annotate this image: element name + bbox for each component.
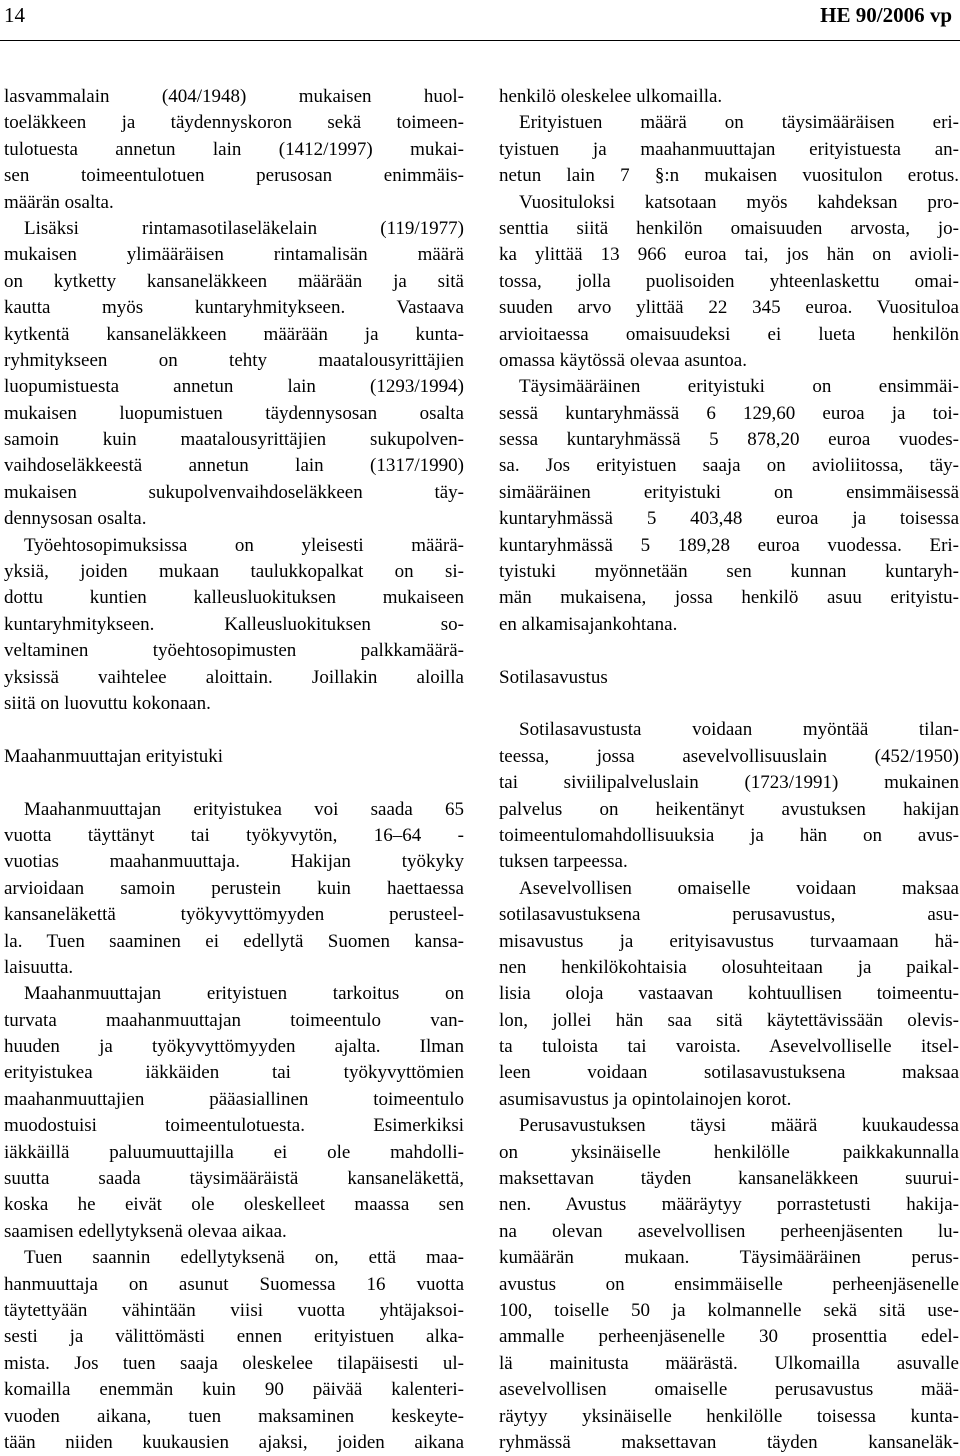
text-line: koska he eivät ole oleskelleet maassa sen — [4, 1194, 464, 1216]
text-line: tään niiden kuukausien ajaksi, joiden aikana — [4, 1431, 464, 1453]
paragraph-gap — [499, 691, 959, 717]
text-line: veltaminen työehtosopimusten palkkamäärä- — [4, 640, 464, 662]
text-line: sen toimeentulotuen perusosan enimmäis- — [4, 165, 464, 187]
text-line: turvata maahanmuuttajan toimeentulo van- — [4, 1009, 464, 1031]
text-line: mukaisen sukupolvenvaihdoseläkkeen täy- — [4, 481, 464, 503]
text-line: kuntaryhmitykseen. Kalleusluokituksen so- — [4, 613, 464, 635]
text-line: la. Tuen saaminen ei edellytä Suomen kansa- — [4, 930, 464, 952]
text-line: mukaisen luopumistuen täydennysosan osalta — [4, 402, 464, 424]
text-line: Perusavustuksen täysi määrä kuukaudessa — [519, 1115, 959, 1137]
text-line: sotilasavustuksena perusavustus, asu- — [499, 904, 959, 926]
text-line: sa. Jos erityistuen saaja on avioliitossa, täy- — [499, 455, 959, 477]
text-line: ka ylittää 13 966 euroa tai, jos hän on avioli- — [499, 244, 959, 266]
text-line: suuden arvo ylittää 22 345 euroa. Vuosituloa — [499, 297, 959, 319]
text-line: tulotuesta annetun lain (1412/1997) mukai- — [4, 138, 464, 160]
right-column — [499, 84, 959, 1456]
text-line: tai siviilipalveluslain (1723/1991) mukainen — [499, 772, 959, 794]
left-column — [4, 84, 464, 1456]
text-line: toimeentulomahdollisuuksia ja hän on avus- — [499, 824, 959, 846]
text-line: lon, jollei hän saa sitä käytettävissään olevis- — [499, 1009, 959, 1031]
text-line: lasvammalain (404/1948) mukaisen huol- — [4, 86, 464, 107]
text-line: kansaneläkettä työkyvyttömyyden perusteel- — [4, 904, 464, 926]
text-line: Maahanmuuttajan erityistuen tarkoitus on — [24, 983, 464, 1005]
text-line: maahanmuuttajien pääasiallinen toimeentulo — [4, 1088, 464, 1110]
text-line: netun lain 7 §:n mukaisen vuositulon erotus. — [499, 165, 959, 187]
text-line: senttia siitä henkilön omaisuuden arvosta, jo- — [499, 217, 959, 239]
text-line: dennysosan osalta. — [4, 508, 147, 530]
text-line: 100, toiselle 50 ja kolmannelle sekä sitä use- — [499, 1299, 959, 1321]
text-line: räytyy yksinäiselle henkilölle toisessa kunta- — [499, 1405, 959, 1427]
text-line: Lisäksi rintamasotilaseläkelain (119/1977) — [24, 217, 464, 239]
text-line: kumäärän mukaan. Täysimääräinen perus- — [499, 1247, 959, 1269]
text-line: Erityistuen määrä on täysimääräisen eri- — [519, 112, 959, 134]
text-line: teessa, jossa asevelvollisuuslain (452/1950) — [499, 745, 959, 767]
text-line: en alkamisajankohtana. — [499, 613, 678, 635]
text-line: tossa, jolla puolisoiden yhteenlaskettu omai- — [499, 270, 959, 292]
text-line: Asevelvollisen omaiselle voidaan maksaa — [519, 877, 959, 899]
text-line: simääräinen erityistuki on ensimmäisessä — [499, 481, 959, 503]
text-line: sessa kuntaryhmässä 5 878,20 euroa vuodes- — [499, 429, 959, 451]
text-line: siitä on luovuttu kokonaan. — [4, 692, 211, 714]
text-line: ta tuloista tai varoista. Asevelvolliselle itsel- — [499, 1036, 959, 1058]
text-line: kuntaryhmässä 5 189,28 euroa vuodessa. Eri- — [499, 534, 959, 556]
text-line: Täysimääräinen erityistuki on ensimmäi- — [519, 376, 959, 398]
text-line: iäkkäillä paluumuuttajilla ei ole mahdolli- — [4, 1141, 464, 1163]
text-line: arvioitaessa omaisuudeksi ei lueta henkilön — [499, 323, 959, 345]
text-line: toeläkkeen ja täydennyskoron sekä toimeen- — [4, 112, 464, 134]
text-line: leen voidaan sotilasavustuksena maksaa — [499, 1062, 959, 1084]
text-line: vuoden aikana, tuen maksaminen keskeyte- — [4, 1405, 464, 1427]
text-line: Tuen saannin edellytyksenä on, että maa- — [24, 1247, 464, 1269]
text-line: tuksen tarpeessa. — [499, 851, 628, 873]
text-line: dottu kuntien kalleusluokituksen mukaiseen — [4, 587, 464, 609]
text-line: omassa käytössä olevaa asuntoa. — [499, 349, 747, 371]
text-line: sessä kuntaryhmässä 6 129,60 euroa ja toi- — [499, 402, 959, 424]
text-line: ammalle perheenjäsenelle 30 prosenttia edel- — [499, 1326, 959, 1348]
text-line: asevelvollisen omaiselle perusavustus mää- — [499, 1379, 959, 1401]
text-line: saamisen edellytyksenä olevaa aikaa. — [4, 1220, 287, 1242]
text-line: vuotias maahanmuuttaja. Hakijan työkyky — [4, 851, 464, 873]
page-header — [0, 0, 960, 40]
page-number: 14 — [4, 3, 25, 27]
text-line: yksiä, joiden mukaan taulukkopalkat on si- — [4, 561, 464, 583]
text-line: Työehtosopimuksissa on yleisesti määrä- — [24, 534, 464, 556]
text-line: asumisavustus ja opintolainojen korot. — [499, 1088, 792, 1110]
text-line: erityistukea iäkkäiden tai työkyvyttömien — [4, 1062, 464, 1084]
text-line: nen. Avustus määräytyy porrastetusti hakija- — [499, 1194, 959, 1216]
text-line: on kytketty kansaneläkkeen määrään ja sitä — [4, 270, 464, 292]
text-line: muodostuisi toimeentulotuesta. Esimerkiksi — [4, 1115, 464, 1137]
text-line: suutta saada täysimääräistä kansaneläkettä, — [4, 1168, 464, 1190]
text-line: Vuosituloksi katsotaan myös kahdeksan pro- — [519, 191, 959, 213]
text-line: kytkentä kansaneläkkeen määrään ja kunta- — [4, 323, 464, 345]
text-line: mukaisen ylimääräisen rintamalisän määrä — [4, 244, 464, 266]
text-line: Sotilasavustusta voidaan myöntää tilan- — [519, 719, 959, 741]
text-line: män mukaisena, jossa henkilö asuu erityistu- — [499, 587, 959, 609]
text-line: avustus on ensimmäiselle perheenjäsenelle — [499, 1273, 959, 1295]
text-line: mista. Jos tuen saaja oleskelee tilapäisesti ul- — [4, 1352, 464, 1374]
text-line: huuden ja työkyvyttömyyden ajalta. Ilman — [4, 1036, 464, 1058]
text-line: Sotilasavustus — [499, 666, 608, 688]
text-line: nen henkilökohtaisia olosuhteitaan ja paikal- — [499, 956, 959, 978]
text-line: laisuutta. — [4, 956, 74, 978]
text-line: ryhmitykseen on tehty maatalousyrittäjien — [4, 349, 464, 371]
text-line: on yksinäiselle henkilölle paikkakunnalla — [499, 1141, 959, 1163]
text-line: sesti ja välittömästi ennen erityistuen alka- — [4, 1326, 464, 1348]
text-line: vuotta täyttänyt tai työkyvytön, 16–64 - — [4, 824, 464, 846]
paragraph-gap — [4, 770, 464, 796]
paragraph-gap — [499, 638, 959, 664]
text-line: vaihdoseläkkeestä annetun lain (1317/1990) — [4, 455, 464, 477]
text-line: kuntaryhmässä 5 403,48 euroa ja toisessa — [499, 508, 959, 530]
document-id: HE 90/2006 vp — [820, 3, 952, 27]
paragraph-gap — [4, 717, 464, 743]
text-line: henkilö oleskelee ulkomailla. — [499, 86, 723, 107]
text-line: Maahanmuuttajan erityistuki — [4, 745, 223, 767]
text-line: tyistuen ja maahanmuuttajan erityistuesta an- — [499, 138, 959, 160]
text-line: maksettavan täyden kansaneläkkeen suurui- — [499, 1168, 959, 1190]
text-line: täytettyään vähintään viisi vuotta yhtäjaksoi- — [4, 1299, 464, 1321]
text-line: määrän osalta. — [4, 191, 114, 213]
text-line: lä mainitusta määrästä. Ulkomailla asuvalle — [499, 1352, 959, 1374]
text-line: na olevan asevelvollisen perheenjäsenten lu- — [499, 1220, 959, 1242]
text-line: Maahanmuuttajan erityistukea voi saada 65 — [24, 798, 464, 820]
text-line: luopumistuesta annetun lain (1293/1994) — [4, 376, 464, 398]
text-line: lisia oloja vastaavan kohtuullisen toimeentu- — [499, 983, 959, 1005]
text-line: komailla enemmän kuin 90 päivää kalenteri- — [4, 1379, 464, 1401]
text-line: tyistuki myönnetään sen kunnan kuntaryh- — [499, 561, 959, 583]
text-line: palvelus on heikentänyt avustuksen hakijan — [499, 798, 959, 820]
text-line: hanmuuttaja on asunut Suomessa 16 vuotta — [4, 1273, 464, 1295]
text-line: yksissä vaihtelee aloittain. Joillakin aloilla — [4, 666, 464, 688]
text-line: misavustus ja erityisavustus turvaamaan hä- — [499, 930, 959, 952]
text-line: kautta myös kuntaryhmitykseen. Vastaava — [4, 297, 464, 319]
text-line: ryhmässä maksettavan täyden kansaneläk- — [499, 1431, 959, 1453]
text-line: arvioidaan samoin perustein kuin haettaessa — [4, 877, 464, 899]
text-line: samoin kuin maatalousyrittäjien sukupolven- — [4, 429, 464, 451]
header-rule — [0, 40, 960, 41]
